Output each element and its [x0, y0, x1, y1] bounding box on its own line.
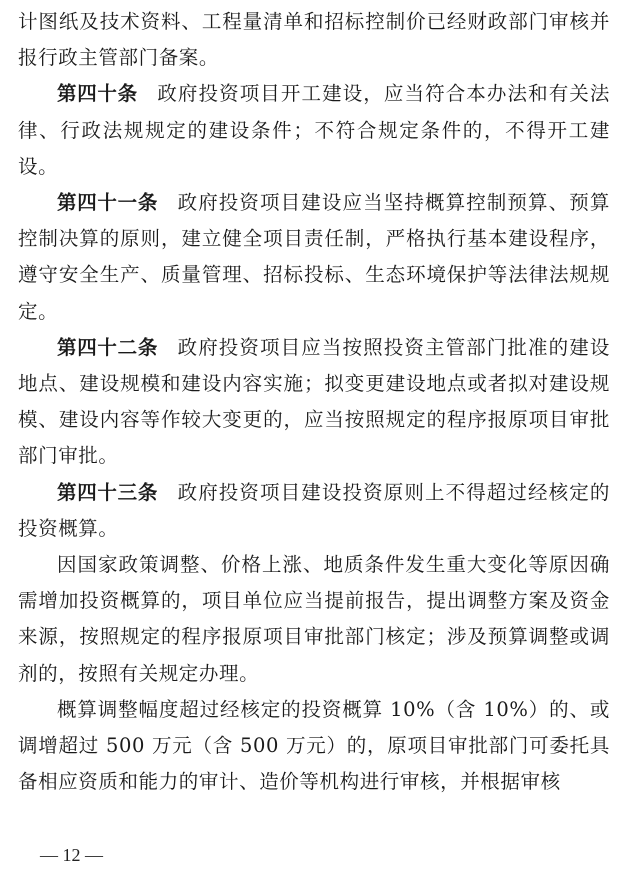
article-number: 第四十一条: [57, 191, 159, 215]
document-page: [18, 4, 610, 800]
page-number: — 12 —: [40, 845, 103, 865]
paragraph-continuation: [18, 4, 610, 76]
paragraph-text: 因国家政策调整、价格上涨、地质条件发生重大变化等原因确需增加投资概算的，项目单位应当提前报告，提出调整方案及资金来源，按照规定的程序报原项目审批部门核定；涉及预算调整或调剂的，按照有关规定办理。: [18, 553, 610, 685]
article-43-paragraph: [18, 475, 610, 547]
article-40-paragraph: [18, 76, 610, 185]
paragraph-text: 概算调整幅度超过经核定的投资概算 10%（含 10%）的、或调增超过 500 万元（含 500 万元）的，原项目审批部门可委托具备相应资质和能力的审计、造价等机构进行审核，并根据审核: [18, 697, 610, 794]
paragraph-text: 政府投资项目开工建设，应当符合本办法和有关法律、行政法规规定的建设条件；不符合规定条件的，不得开工建设。: [18, 82, 610, 178]
article-number: 第四十三条: [57, 480, 159, 504]
paragraph-text: 政府投资项目应当按照投资主管部门批准的建设地点、建设规模和建设内容实施；拟变更建设地点或者拟对建设规模、建设内容等作较大变更的，应当按照规定的程序报原项目审批部门审批。: [18, 335, 610, 468]
article-42-paragraph: [18, 330, 610, 475]
paragraph-budget-increase: [18, 547, 610, 692]
paragraph-text: 计图纸及技术资料、工程量清单和招标控制价已经财政部门审核并报行政主管部门备案。: [18, 10, 610, 70]
article-41-paragraph: [18, 185, 610, 330]
article-number: 第四十二条: [57, 335, 159, 359]
paragraph-budget-adjustment: [18, 692, 610, 801]
article-number: 第四十条: [57, 82, 138, 106]
paragraph-text: 政府投资项目建设应当坚持概算控制预算、预算控制决算的原则，建立健全项目责任制，严格执行基本建设程序，遵守安全生产、质量管理、招标投标、生态环境保护等法律法规规定。: [18, 191, 610, 323]
paragraph-text: 政府投资项目建设投资原则上不得超过经核定的投资概算。: [18, 480, 610, 540]
